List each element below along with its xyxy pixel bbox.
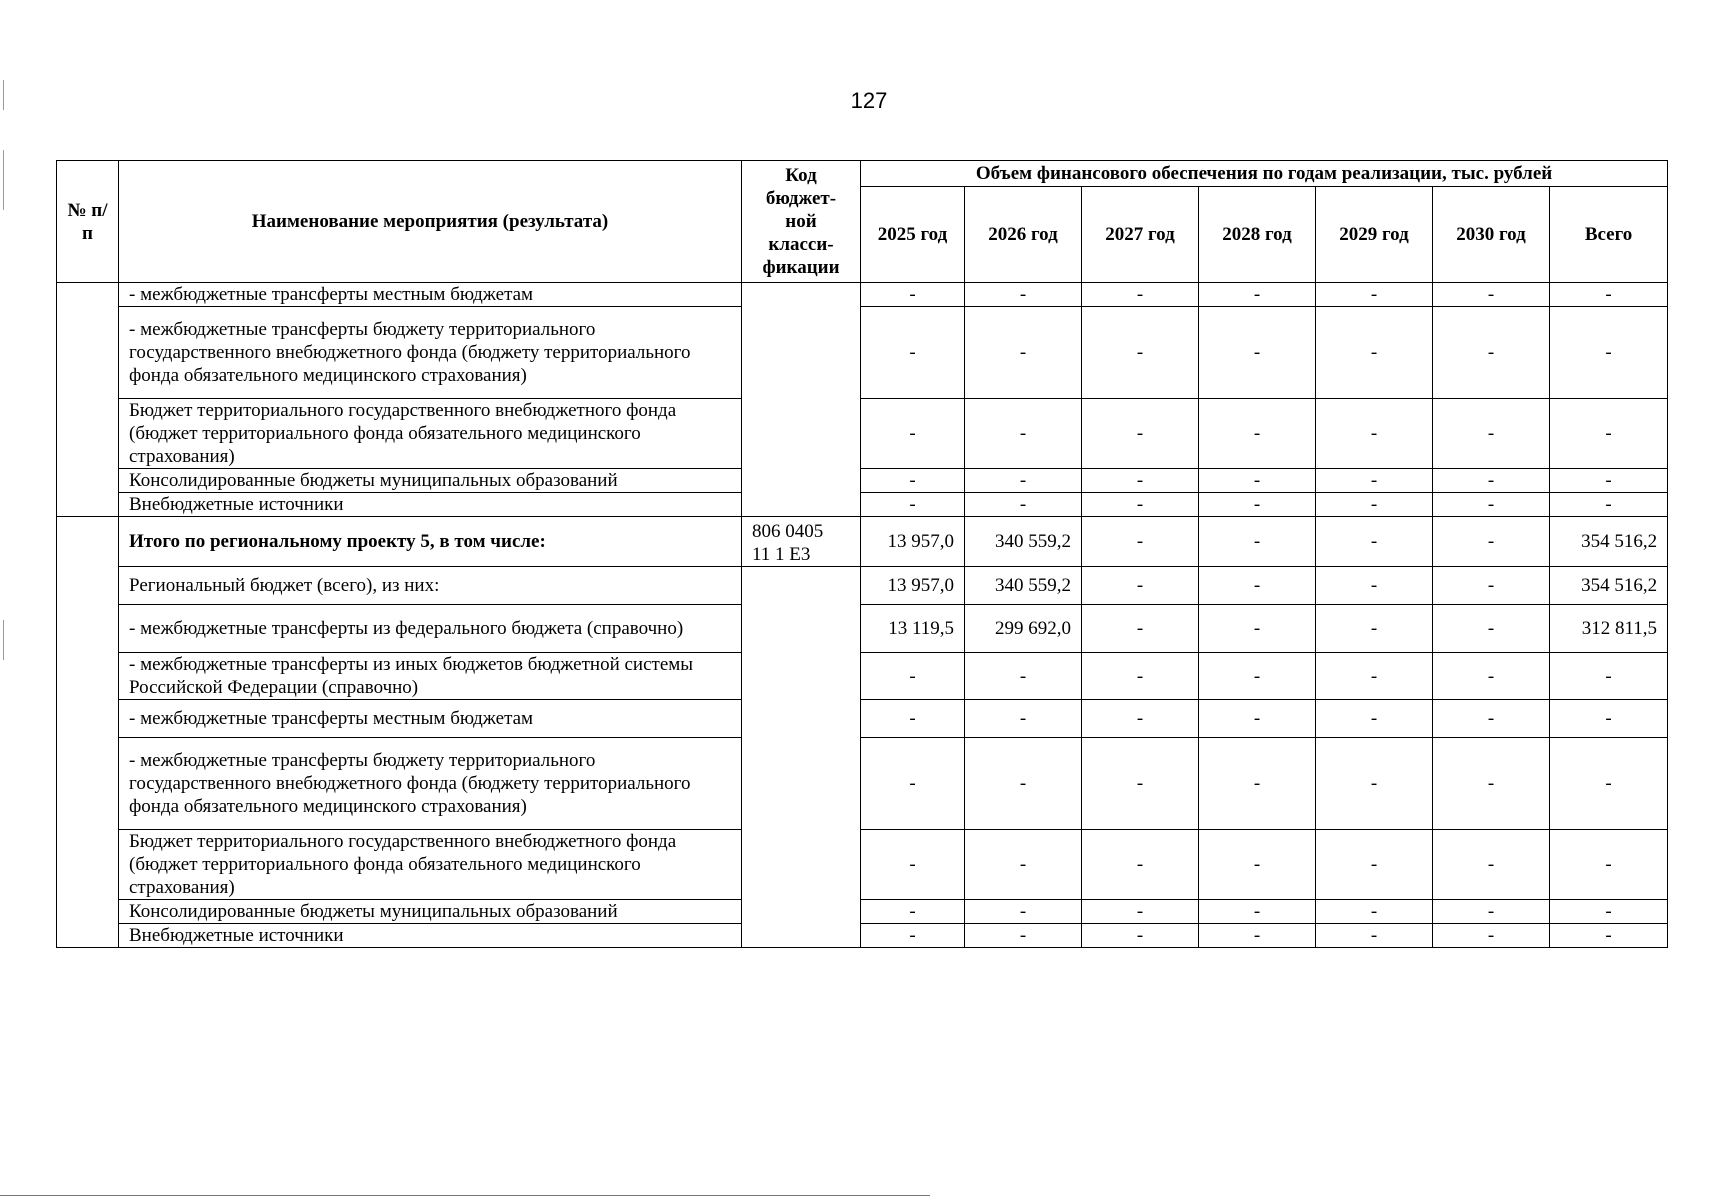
year-value: - — [1433, 700, 1550, 738]
year-value: 13 957,0 — [861, 567, 965, 605]
year-value: - — [965, 653, 1082, 700]
row-name: Бюджет территориального государственного внебюджетного фонда (бюджет территориального фонда обязательного медицинского страхования) — [119, 830, 742, 900]
year-value: - — [1199, 830, 1316, 900]
year-value: - — [861, 830, 965, 900]
row-name: Региональный бюджет (всего), из них: — [119, 567, 742, 605]
year-value: - — [965, 283, 1082, 307]
year-value: - — [861, 653, 965, 700]
table-row — [57, 307, 1668, 399]
year-value: - — [1316, 399, 1433, 469]
year-value: - — [1316, 469, 1433, 493]
year-value: - — [1316, 738, 1433, 830]
year-value: 299 692,0 — [965, 605, 1082, 653]
year-value: - — [1433, 900, 1550, 924]
scan-bottom-line — [0, 1195, 930, 1196]
year-value: - — [1199, 738, 1316, 830]
year-value: - — [1082, 567, 1199, 605]
year-value: - — [1316, 700, 1433, 738]
table-row — [57, 469, 1668, 493]
year-value: - — [1316, 283, 1433, 307]
year-value: - — [1082, 830, 1199, 900]
scan-edge-mark — [3, 150, 4, 210]
table-row-total — [57, 517, 1668, 567]
row-name: - межбюджетные трансферты бюджету территориального государственного внебюджетного фонда (бюджету территориального фонда обязательного медицинского страхования) — [119, 738, 742, 830]
total-value: 312 811,5 — [1550, 605, 1668, 653]
year-value: - — [1082, 700, 1199, 738]
total-value: - — [1550, 283, 1668, 307]
header-code — [742, 161, 861, 283]
header-year: 2030 год — [1433, 187, 1550, 283]
total-value: - — [1550, 399, 1668, 469]
budget-code — [742, 517, 861, 567]
year-value: - — [1433, 738, 1550, 830]
year-value: - — [1082, 924, 1199, 948]
year-value: - — [1316, 830, 1433, 900]
year-value: - — [1082, 517, 1199, 567]
year-value: - — [1082, 399, 1199, 469]
year-value: - — [1433, 399, 1550, 469]
total-value: - — [1550, 900, 1668, 924]
header-no: № п/п — [57, 161, 119, 283]
header-year: 2028 год — [1199, 187, 1316, 283]
row-number — [57, 283, 119, 517]
year-value: - — [1199, 700, 1316, 738]
table-row — [57, 567, 1668, 605]
row-name: Внебюджетные источники — [119, 493, 742, 517]
header-code-line: ной — [785, 211, 817, 232]
year-value: - — [1082, 307, 1199, 399]
year-value: - — [1316, 567, 1433, 605]
row-name-total: Итого по региональному проекту 5, в том числе: — [119, 517, 742, 567]
header-code-line: бюджет- — [765, 188, 837, 209]
total-value: - — [1550, 830, 1668, 900]
year-value: - — [1433, 830, 1550, 900]
year-value: - — [965, 738, 1082, 830]
row-name: Бюджет территориального государственного внебюджетного фонда (бюджет территориального фонда обязательного медицинского страхования) — [119, 399, 742, 469]
header-name: Наименование мероприятия (результата) — [119, 161, 742, 283]
header-volume-caption: Объем финансового обеспечения по годам реализации, тыс. рублей — [861, 161, 1668, 187]
table-row — [57, 700, 1668, 738]
table-row — [57, 900, 1668, 924]
year-value: - — [1082, 283, 1199, 307]
year-value: - — [1199, 567, 1316, 605]
budget-table — [56, 160, 1668, 948]
year-value: - — [861, 493, 965, 517]
header-year: 2029 год — [1316, 187, 1433, 283]
table-row — [57, 605, 1668, 653]
year-value: - — [1433, 469, 1550, 493]
header-year: 2026 год — [965, 187, 1082, 283]
year-value: 13 957,0 — [861, 517, 965, 567]
total-value: 354 516,2 — [1550, 567, 1668, 605]
year-value: - — [1082, 605, 1199, 653]
year-value: - — [1433, 307, 1550, 399]
year-value: - — [1082, 738, 1199, 830]
row-code — [742, 567, 861, 948]
year-value: - — [965, 493, 1082, 517]
row-number — [57, 517, 119, 948]
total-value: - — [1550, 307, 1668, 399]
year-value: - — [861, 700, 965, 738]
year-value: - — [1433, 605, 1550, 653]
budget-code-line: 806 0405 — [752, 521, 824, 542]
year-value: - — [1433, 567, 1550, 605]
year-value: - — [861, 469, 965, 493]
year-value: - — [861, 900, 965, 924]
year-value: - — [1433, 924, 1550, 948]
year-value: - — [1433, 653, 1550, 700]
year-value: - — [1316, 924, 1433, 948]
year-value: - — [861, 738, 965, 830]
header-total: Всего — [1550, 187, 1668, 283]
year-value: - — [1316, 517, 1433, 567]
header-code-line: фикации — [762, 257, 840, 278]
table-row — [57, 924, 1668, 948]
year-value: - — [1316, 493, 1433, 517]
year-value: 340 559,2 — [965, 517, 1082, 567]
year-value: - — [1433, 283, 1550, 307]
row-name: Внебюджетные источники — [119, 924, 742, 948]
row-name: - межбюджетные трансферты местным бюджетам — [119, 700, 742, 738]
row-name: - межбюджетные трансферты бюджету территориального государственного внебюджетного фонда (бюджету территориального фонда обязательного медицинского страхования) — [119, 307, 742, 399]
year-value: - — [861, 307, 965, 399]
year-value: - — [965, 830, 1082, 900]
year-value: - — [1433, 517, 1550, 567]
year-value: - — [1199, 493, 1316, 517]
row-name: Консолидированные бюджеты муниципальных образований — [119, 469, 742, 493]
total-value: - — [1550, 469, 1668, 493]
total-value: - — [1550, 493, 1668, 517]
header-code-line: Код — [785, 165, 817, 186]
table-row — [57, 830, 1668, 900]
year-value: - — [1082, 900, 1199, 924]
year-value: - — [861, 283, 965, 307]
year-value: - — [965, 924, 1082, 948]
year-value: - — [1199, 399, 1316, 469]
row-name: Консолидированные бюджеты муниципальных образований — [119, 900, 742, 924]
year-value: - — [1199, 517, 1316, 567]
header-year: 2025 год — [861, 187, 965, 283]
year-value: - — [965, 900, 1082, 924]
total-value: - — [1550, 924, 1668, 948]
total-value: 354 516,2 — [1550, 517, 1668, 567]
year-value: - — [1082, 653, 1199, 700]
year-value: - — [965, 700, 1082, 738]
year-value: - — [861, 399, 965, 469]
year-value: - — [1082, 469, 1199, 493]
row-name: - межбюджетные трансферты из иных бюджетов бюджетной системы Российской Федерации (справочно) — [119, 653, 742, 700]
table-row — [57, 399, 1668, 469]
year-value: - — [1433, 493, 1550, 517]
year-value: - — [1316, 605, 1433, 653]
total-value: - — [1550, 653, 1668, 700]
page-number: 127 — [850, 88, 888, 113]
table-row — [57, 283, 1668, 307]
year-value: 340 559,2 — [965, 567, 1082, 605]
year-value: - — [1316, 653, 1433, 700]
year-value: - — [1199, 653, 1316, 700]
year-value: - — [1316, 900, 1433, 924]
year-value: - — [1316, 307, 1433, 399]
total-value: - — [1550, 738, 1668, 830]
year-value: - — [1199, 469, 1316, 493]
header-year: 2027 год — [1082, 187, 1199, 283]
year-value: 13 119,5 — [861, 605, 965, 653]
year-value: - — [965, 399, 1082, 469]
year-value: - — [1082, 493, 1199, 517]
year-value: - — [1199, 605, 1316, 653]
table-row — [57, 738, 1668, 830]
scan-edge-mark — [3, 620, 4, 660]
year-value: - — [1199, 924, 1316, 948]
header-row-1 — [57, 161, 1668, 187]
header-code-line: класси- — [768, 234, 834, 255]
table-row — [57, 493, 1668, 517]
year-value: - — [965, 469, 1082, 493]
year-value: - — [1199, 283, 1316, 307]
table-row — [57, 653, 1668, 700]
year-value: - — [1199, 900, 1316, 924]
row-code — [742, 283, 861, 517]
year-value: - — [965, 307, 1082, 399]
year-value: - — [1199, 307, 1316, 399]
year-value: - — [861, 924, 965, 948]
row-name: - межбюджетные трансферты местным бюджетам — [119, 283, 742, 307]
row-name: - межбюджетные трансферты из федерального бюджета (справочно) — [119, 605, 742, 653]
budget-code-line: 11 1 Е3 — [752, 544, 811, 565]
total-value: - — [1550, 700, 1668, 738]
